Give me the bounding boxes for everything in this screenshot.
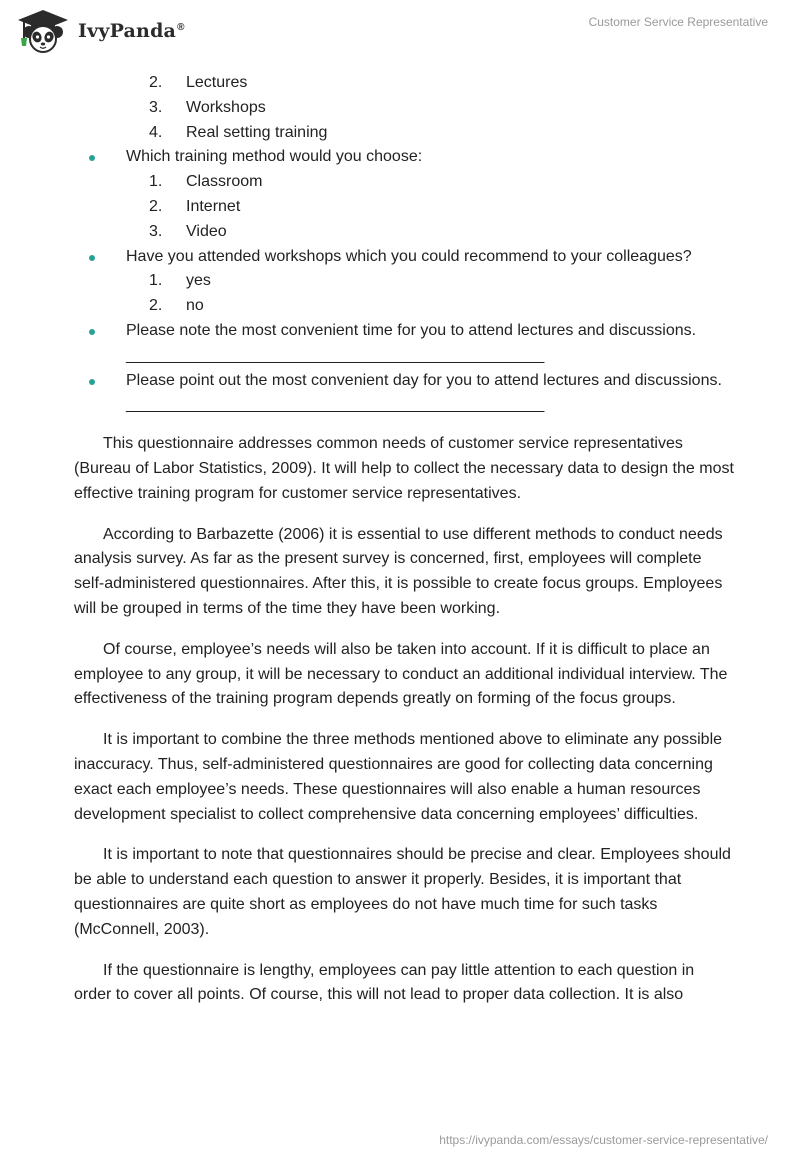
list-item: 1. Classroom xyxy=(149,173,263,191)
body-paragraph: Of course, employee’s needs will also be taken into account. If it is difficult to place an employee to any group, it will be necessary to conduct an additional individual interview. The effectiveness of the training program depends greatly on forming of the focus groups. xyxy=(74,640,728,708)
list-item: 1. yes xyxy=(149,272,211,290)
list-item: 3. Video xyxy=(149,222,227,240)
bullet-question xyxy=(74,145,734,244)
question-text: Please note the most convenient time for you to attend lectures and discussions. _______________________________________________ xyxy=(126,321,697,364)
logo-text: IvyPanda® xyxy=(78,20,185,42)
answer-options xyxy=(74,269,734,319)
body-paragraph: This questionnaire addresses common needs of customer service representatives (Bureau of Labor Statistics, 2009). It will help to collect the necessary data to design the most effective training program for customer service representatives. xyxy=(74,435,734,502)
question-text: Which training method would you choose: xyxy=(126,148,423,166)
list-item: 2. Lectures xyxy=(149,74,248,91)
registered-mark: ® xyxy=(177,21,185,33)
document-title: Customer Service Representative xyxy=(588,15,768,29)
page-header xyxy=(0,0,800,64)
body-paragraph: According to Barbazette (2006) it is essential to use different methods to conduct needs analysis survey. As far as the present survey is concerned, first, employees will complete self-administered questionnaires. After this, it is possible to create focus groups. Employees will be grouped in terms of the time they have been working. xyxy=(74,525,723,617)
bullet-dot-icon xyxy=(89,379,95,385)
question-text: Please point out the most convenient day for you to attend lectures and discussions. _______________________________________________ xyxy=(126,371,722,414)
bullet-dot-icon xyxy=(89,255,95,261)
list-item: 3. Workshops xyxy=(149,98,266,116)
list-item: 4. Real setting training xyxy=(149,123,328,141)
answer-options xyxy=(74,170,734,244)
list-item: 2. Internet xyxy=(149,197,241,215)
body-paragraph: It is important to combine the three methods mentioned above to eliminate any possible inaccuracy. Thus, self-administered questionnaires are good for collecting data concerning exact each employee’s needs. These questionnaires will also enable a human resources development specialist to collect comprehensive data concerning employees’ difficulties. xyxy=(74,731,723,823)
bullet-dot-icon xyxy=(89,329,95,335)
logo[interactable] xyxy=(14,8,185,54)
bullet-question xyxy=(74,369,734,419)
bullet-question xyxy=(74,319,734,369)
bullet-question xyxy=(74,245,734,319)
list-item: 2. no xyxy=(149,297,204,315)
body-paragraph: If the questionnaire is lengthy, employees can pay little attention to each question in order to cover all points. Of course, this will not lead to proper data collection. It is also xyxy=(74,961,695,1004)
numbered-list-continued xyxy=(74,71,734,145)
bullet-dot-icon xyxy=(89,155,95,161)
body-paragraph: It is important to note that questionnaires should be precise and clear. Employees should be able to understand each question to answer it properly. Besides, it is important that questionnaires are quite short as employees do not have much time for such tasks (McConnell, 2003). xyxy=(74,846,731,938)
article-body xyxy=(74,71,734,1008)
panda-logo-icon xyxy=(14,8,72,54)
source-url-link[interactable]: https://ivypanda.com/essays/customer-service-representative/ xyxy=(439,1133,768,1147)
question-bullet-list xyxy=(74,145,734,418)
question-text: Have you attended workshops which you could recommend to your colleagues? xyxy=(126,247,692,265)
